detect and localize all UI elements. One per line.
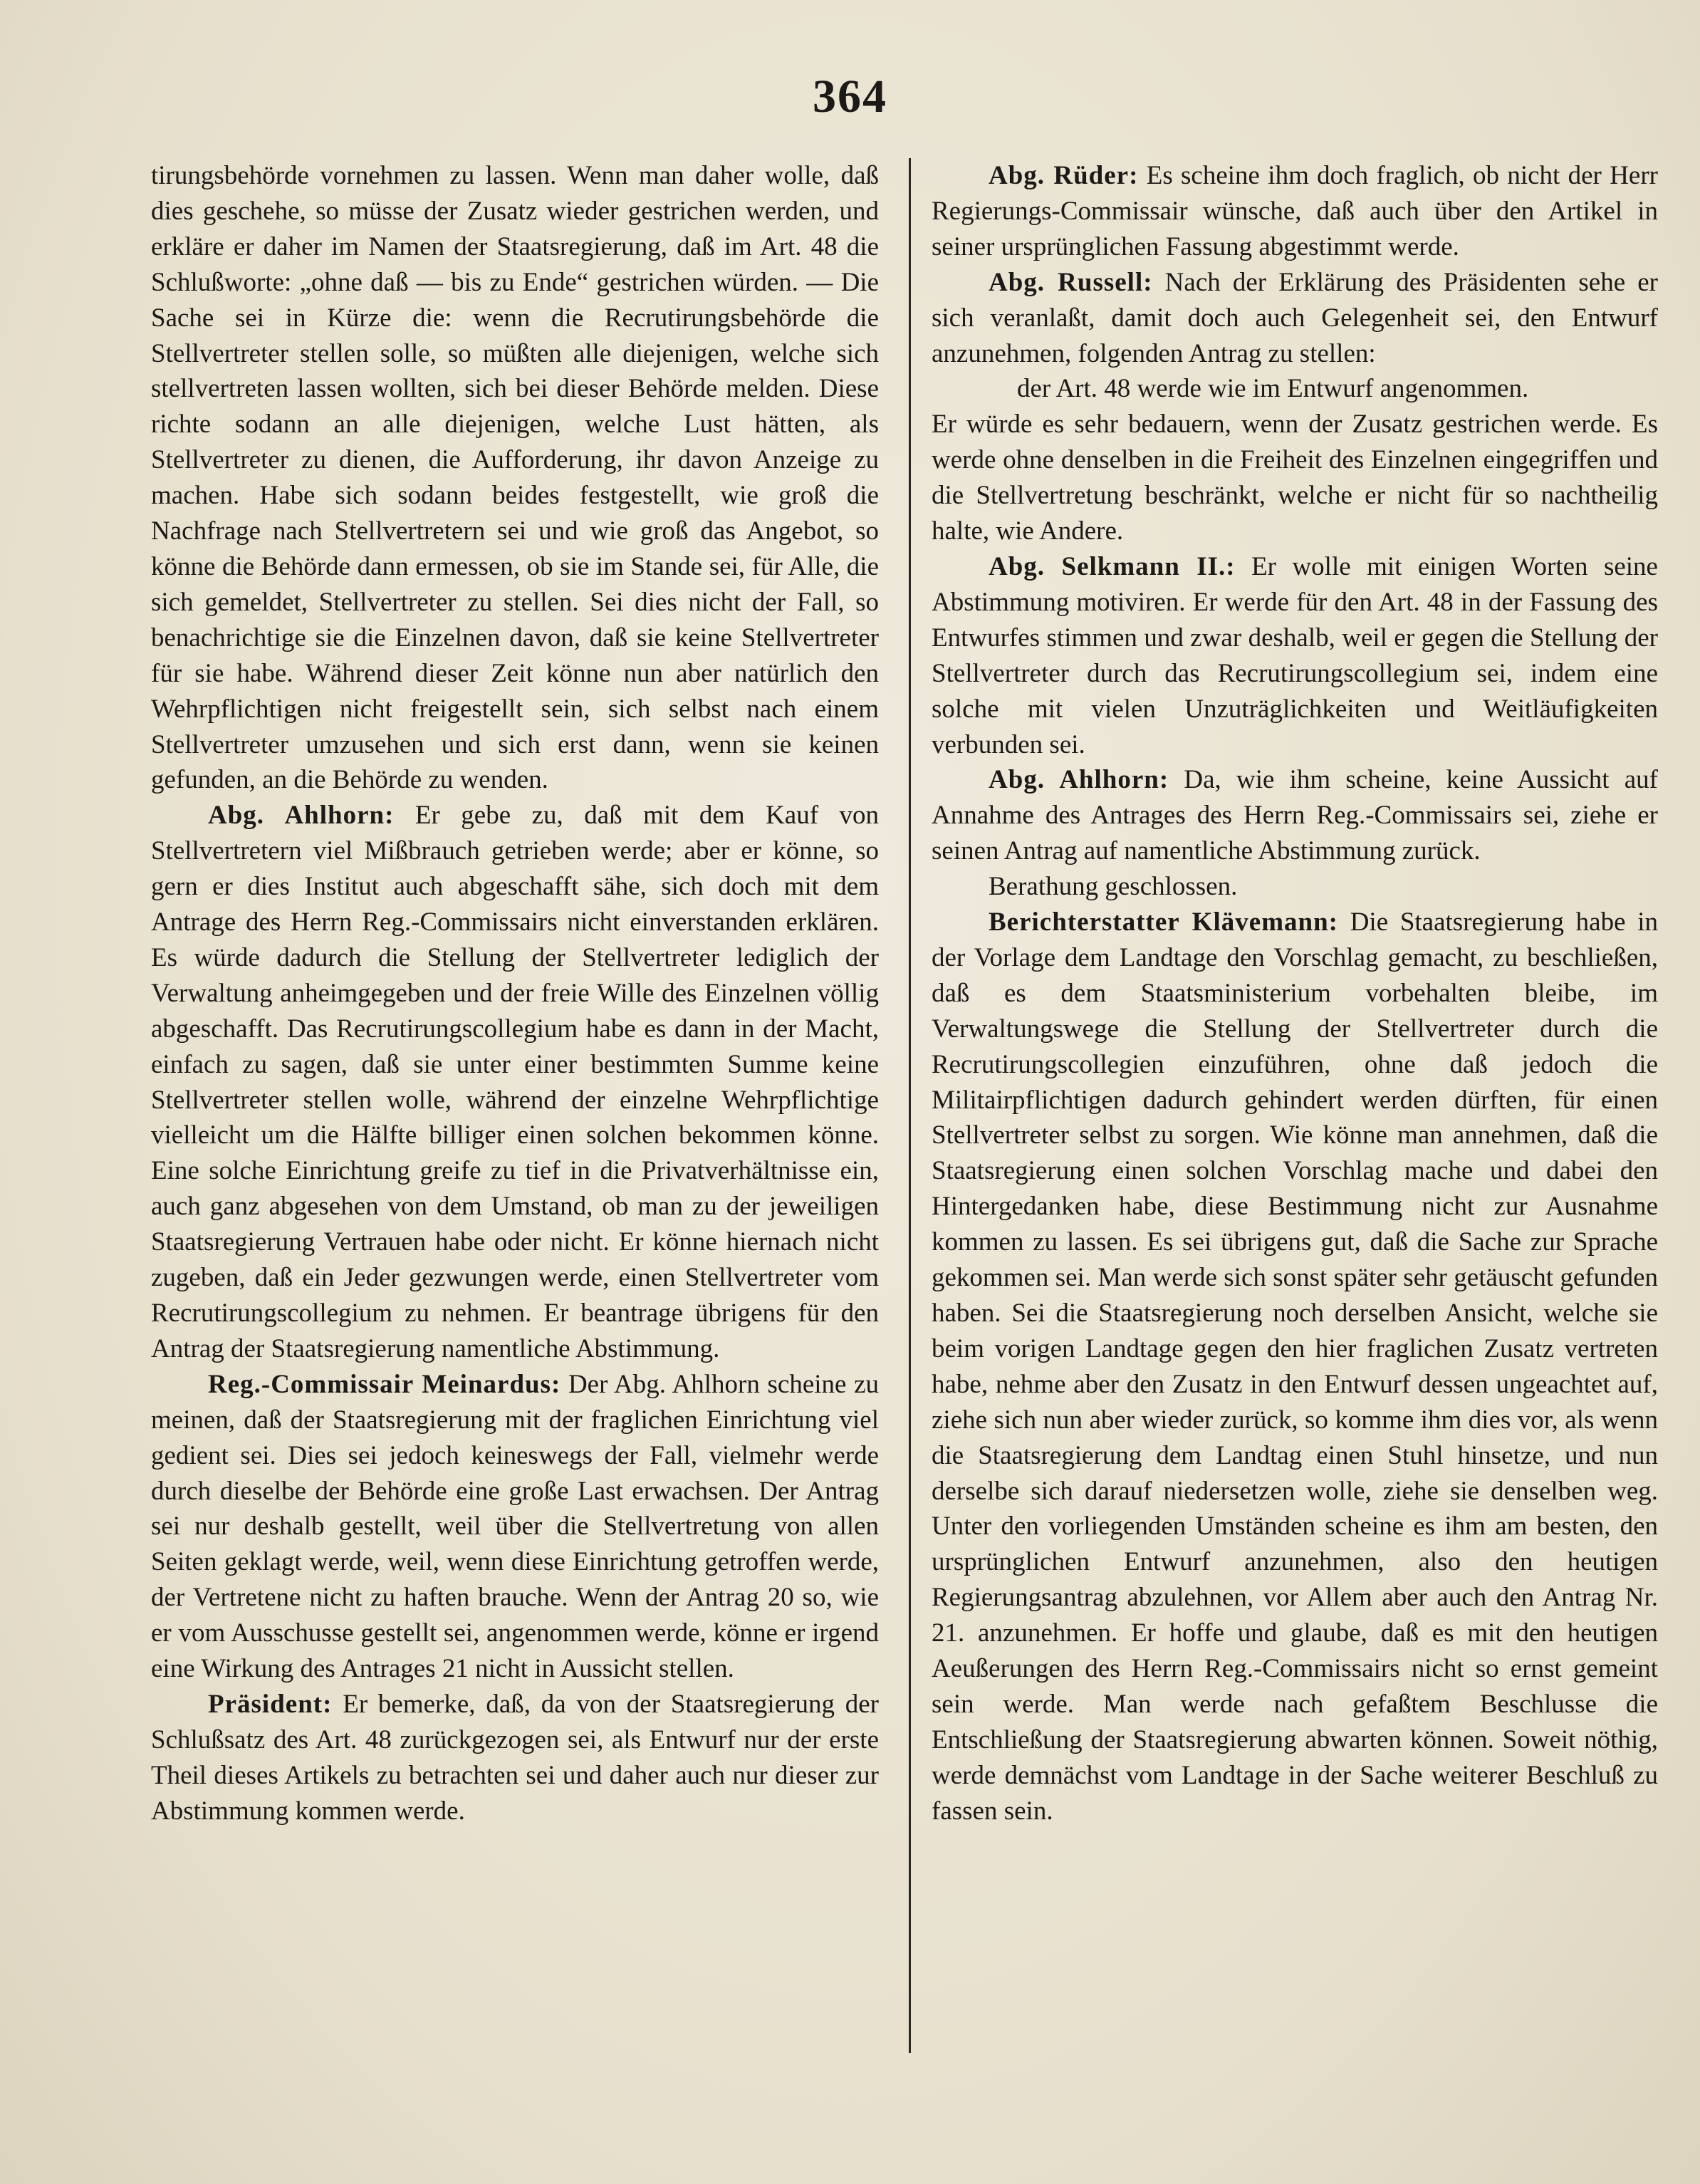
left-column (151, 158, 879, 1829)
paragraph-text: Da, wie ihm scheine, keine Aussicht auf Annahme des Antrages des Herrn Reg.-Commissairs sei, ziehe er seinen Antrag auf namentliche Abstimmung zurück. (932, 765, 1658, 866)
speaker-name: Abg. Ahlhorn: (989, 765, 1169, 795)
column-divider (909, 158, 911, 2053)
right-column (932, 158, 1658, 1829)
paragraph (151, 1367, 879, 1687)
paragraph (151, 798, 879, 1367)
paragraph-text: Er gebe zu, daß mit dem Kauf von Stellvertretern viel Mißbrauch getrieben werde; aber er könne, so gern er dies Institut auch abgeschafft sähe, sich doch mit dem Antrage des Herrn Reg.-Commissairs nicht einverstanden erklären. Es würde dadurch die Stellung der Stellvertreter lediglich der Verwaltung anheimgegeben und der freie Wille des Einzelnen völlig abgeschafft. Das Recrutirungscollegium habe es dann in der Macht, einfach zu sagen, daß sie unter einer bestimmten Summe keine Stellvertreter stellen wolle, während der einzelne Wehrpflichtige vielleicht um die Hälfte billiger einen solchen bekommen könne. Eine solche Einrichtung greife zu tief in die Privatverhältnisse ein, auch ganz abgesehen von dem Umstand, ob man zu der jeweiligen Staatsregierung Vertrauen habe oder nicht. Er könne hiernach nicht zugeben, daß ein Jeder gezwungen werde, einen Stellvertreter vom Recrutirungscollegium zu nehmen. Er beantrage übrigens für den Antrag der Staatsregierung namentliche Abstimmung. (151, 801, 880, 1363)
speaker-name: Abg. Russell: (989, 267, 1153, 297)
paragraph (932, 265, 1658, 372)
speaker-name: Abg. Ahlhorn: (208, 801, 395, 831)
paragraph-text: Berathung geschlossen. (989, 872, 1238, 902)
speaker-name: Abg. Selkmann II.: (989, 551, 1236, 581)
paragraph (932, 869, 1658, 905)
paragraph (151, 1687, 879, 1829)
paragraph-text: Die Staatsregierung habe in der Vorlage dem Landtage den Vorschlag gemacht, zu beschließen, daß es dem Staatsministerium vorbehalten bleibe, im Verwaltungswege die Stellung der Stellvertreter durch die Recrutirungscollegien einzuführen, ohne daß jedoch die Militairpflichtigen dadurch gehindert werden dürften, für einen Stellvertreter selbst zu sorgen. Wie könne man annehmen, daß die Staatsregierung einen solchen Vorschlag mache und dabei den Hintergedanken habe, diese Bestimmung nicht zur Ausnahme kommen zu lassen. Es sei übrigens gut, daß die Sache zur Sprache gekommen sei. Man werde sich sonst später sehr getäuscht gefunden haben. Sei die Staatsregierung noch derselben Ansicht, welche sie beim vorigen Landtage gegen den hier fraglichen Zusatz vertreten habe, nehme aber den Zusatz in den Entwurf dessen ungeachtet auf, ziehe sich nun aber wieder zurück, so komme ihm dies vor, als wenn die Staatsregierung dem Landtag einen Stuhl hinsetze, und nun derselbe sich darauf niedersetzen wolle, ziehe sie denselben weg. Unter den vorliegenden Umständen scheine es ihm am besten, den ursprünglichen Entwurf anzunehmen, also den heutigen Regierungsantrag abzulehnen, vor Allem aber auch den Antrag Nr. 21. anzunehmen. Er hoffe und glaube, daß es mit den heutigen Aeußerungen des Herrn Reg.-Commissairs nicht so ernst gemeint sein werde. Man werde nach gefaßtem Beschlusse die Entschließung der Staatsregierung abwarten können. Soweit nöthig, werde demnächst vom Landtage in der Sache weiterer Beschluß zu fassen sein. (932, 908, 1658, 1826)
paragraph-text: Er würde es sehr bedauern, wenn der Zusatz gestrichen werde. Es werde ohne denselben in die Freiheit des Einzelnen eingegriffen und die Stellvertretung beschränkt, welche er nicht für so nachtheilig halte, wie Andere. (932, 410, 1658, 546)
speaker-name: Reg.-Commissair Meinardus: (208, 1369, 561, 1399)
speaker-name: Berichterstatter Klävemann: (989, 908, 1338, 937)
paragraph-text: Er wolle mit einigen Worten seine Abstimmung motiviren. Er werde für den Art. 48 in der Fassung des Entwurfes stimmen und zwar deshalb, weil er gegen die Stellung der Stellvertreter durch das Recrutirungscollegium sei, indem eine solche mit vielen Unzuträglichkeiten und Weitläufigkeiten verbunden sei. (932, 551, 1658, 759)
page-number: 364 (813, 71, 887, 123)
motion-text (932, 371, 1658, 407)
paragraph-text: Er bemerke, daß, da von der Staatsregierung der Schlußsatz des Art. 48 zurückgezogen sei, als Entwurf nur der erste Theil dieses Artikels zu betrachten sei und daher auch nur dieser zur Abstimmung kommen werde. (151, 1689, 879, 1826)
paragraph (932, 905, 1658, 1829)
paragraph-text: tirungsbehörde vornehmen zu lassen. Wenn man daher wolle, daß dies geschehe, so müsse der Zusatz wieder gestrichen werden, und erkläre er daher im Namen der Staatsregierung, daß im Art. 48 die Schlußworte: „ohne daß — bis zu Ende“ gestrichen würden. — Die Sache sei in Kürze die: wenn die Recrutirungsbehörde die Stellvertreter stellen solle, so müßten alle diejenigen, welche sich stellvertreten lassen wollten, sich bei dieser Behörde melden. Diese richte sodann an alle diejenigen, welche Lust hätten, als Stellvertreter zu dienen, die Aufforderung, ihr davon Anzeige zu machen. Habe sich sodann beides festgestellt, wie groß die Nachfrage nach Stellvertretern sei und wie groß das Angebot, so könne die Behörde dann ermessen, ob sie im Stande sei, für Alle, die sich gemeldet, Stellvertreter zu stellen. Sei dies nicht der Fall, so benachrichtige sie die Einzelnen davon, daß sie keine Stellvertreter für sie habe. Während dieser Zeit könne nun aber natürlich den Wehrpflichtigen nicht freigestellt sein, sich selbst nach einem Stellvertreter umzusehen und sich erst dann, wenn sie keinen gefunden, an die Behörde zu wenden. (151, 161, 879, 795)
paragraph (932, 158, 1658, 265)
speaker-name: Präsident: (208, 1689, 333, 1719)
paragraph-text: Es scheine ihm doch fraglich, ob nicht der Herr Regierungs-Commissair wünsche, daß auch über den Artikel in seiner ursprünglichen Fassung abgestimmt werde. (932, 161, 1658, 261)
paragraph-text: Nach der Erklärung des Präsidenten sehe er sich veranlaßt, damit doch auch Gelegenheit sei, den Entwurf anzunehmen, folgenden Antrag zu stellen: (932, 267, 1659, 368)
paragraph (932, 762, 1658, 869)
paragraph (151, 158, 879, 798)
paragraph-text: Der Abg. Ahlhorn scheine zu meinen, daß der Staatsregierung mit der fraglichen Einrichtung viel gedient sei. Dies sei jedoch keineswegs der Fall, vielmehr werde durch dieselbe der Behörde eine große Last erwachsen. Der Antrag sei nur deshalb gestellt, weil über die Stellvertretung von allen Seiten geklagt werde, weil, wenn diese Einrichtung getroffen werde, der Vertretene nicht zu haften brauche. Wenn der Antrag 20 so, wie er vom Ausschusse gestellt sei, angenommen werde, könne er irgend eine Wirkung des Antrages 21 nicht in Aussicht stellen. (151, 1369, 879, 1684)
speaker-name: Abg. Rüder: (989, 161, 1139, 190)
paragraph (932, 549, 1658, 762)
paragraph-text: der Art. 48 werde wie im Entwurf angenommen. (1017, 374, 1529, 404)
paragraph (932, 407, 1658, 549)
